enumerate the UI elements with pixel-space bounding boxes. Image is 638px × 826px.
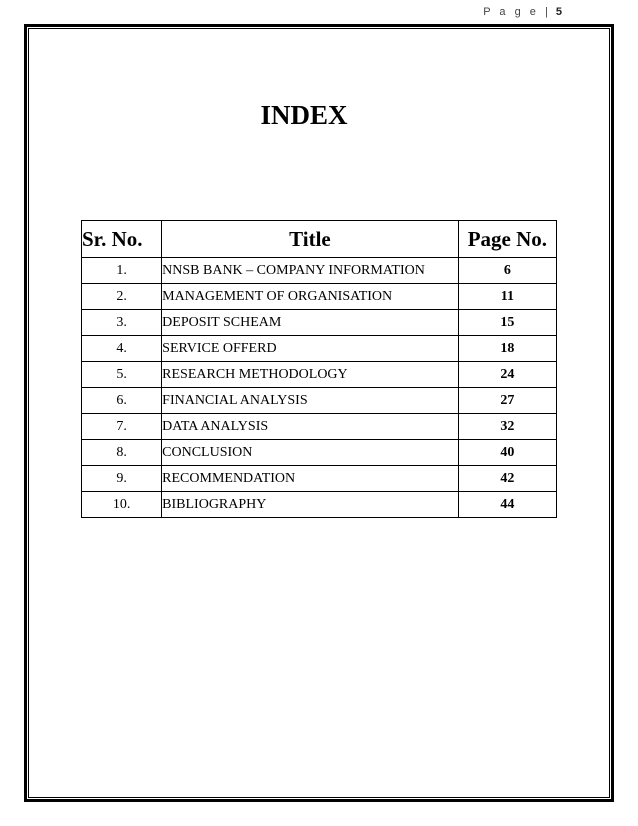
table-row [82,284,557,310]
row-title: RESEARCH METHODOLOGY [162,362,459,388]
page-separator: | [544,6,548,18]
table-row [82,258,557,284]
row-page-no: 32 [458,414,556,440]
header-sr-no: Sr. No. [82,221,162,258]
row-page-no: 6 [458,258,556,284]
row-page-no: 18 [458,336,556,362]
row-page-no: 44 [458,492,556,518]
row-sr-no: 6. [82,388,162,414]
row-title: NNSB BANK – COMPANY INFORMATION [162,258,459,284]
page-number: 5 [555,6,562,18]
row-sr-no: 5. [82,362,162,388]
index-table [81,220,557,518]
table-row [82,492,557,518]
row-title: RECOMMENDATION [162,466,459,492]
table-row [82,362,557,388]
row-page-no: 11 [458,284,556,310]
table-header-row [82,221,557,258]
index-heading-text: INDEX [260,100,348,130]
page-header [483,6,562,18]
row-title: DEPOSIT SCHEAM [162,310,459,336]
row-title: BIBLIOGRAPHY [162,492,459,518]
row-page-no: 27 [458,388,556,414]
row-page-no: 42 [458,466,556,492]
table-row [82,388,557,414]
row-sr-no: 8. [82,440,162,466]
row-title: SERVICE OFFERD [162,336,459,362]
table-row [82,414,557,440]
row-title: CONCLUSION [162,440,459,466]
row-title: FINANCIAL ANALYSIS [162,388,459,414]
row-page-no: 24 [458,362,556,388]
row-page-no: 40 [458,440,556,466]
row-title: DATA ANALYSIS [162,414,459,440]
row-sr-no: 7. [82,414,162,440]
row-page-no: 15 [458,310,556,336]
row-sr-no: 3. [82,310,162,336]
table-row [82,336,557,362]
row-sr-no: 4. [82,336,162,362]
index-heading [0,100,638,131]
row-sr-no: 2. [82,284,162,310]
table-row [82,310,557,336]
table-row [82,466,557,492]
table-row [82,440,557,466]
header-title: Title [162,221,459,258]
page-label: P a g e [483,6,539,18]
header-page-no: Page No. [458,221,556,258]
row-sr-no: 10. [82,492,162,518]
row-sr-no: 9. [82,466,162,492]
row-sr-no: 1. [82,258,162,284]
row-title: MANAGEMENT OF ORGANISATION [162,284,459,310]
